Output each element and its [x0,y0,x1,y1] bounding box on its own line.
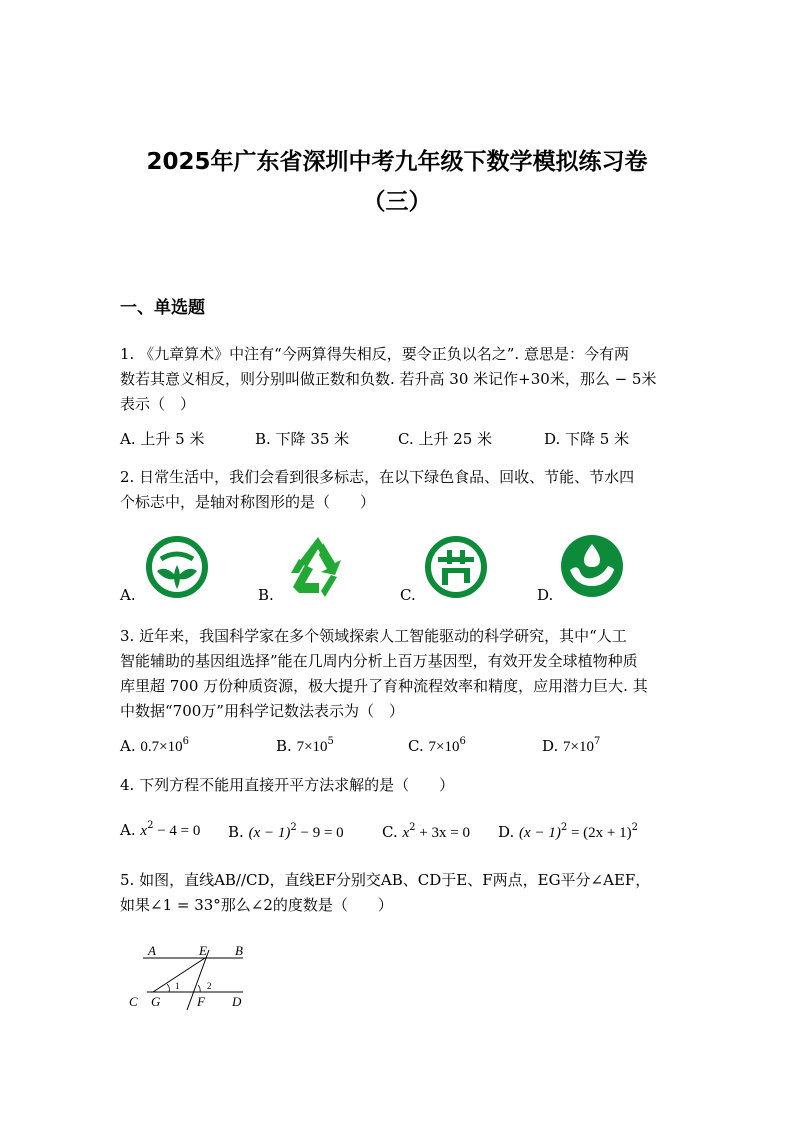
option-exponent: 5 [327,736,334,747]
question-2 [120,465,680,515]
question-1-line: 数若其意义相反，则分别叫做正数和负数. 若升高 30 米记作+30米，那么 − 5米 [120,370,657,388]
recycle-logo-icon [285,533,351,599]
question-4-line: 4. 下列方程不能用直接开平方法求解的是（ ） [120,776,455,794]
option-label: B. [228,823,244,841]
point-label-f: F [197,994,205,1009]
green-food-logo-icon [145,535,209,599]
q4-option-d[interactable] [498,822,638,842]
option-label: B. [276,737,292,755]
point-label-d: D [232,994,242,1009]
option-base: 7×10 [296,739,328,755]
q4-option-b[interactable] [228,822,344,842]
q1-option-d[interactable]: D. 下降 5 米 [544,430,630,448]
option-exponent: 2 [147,820,154,831]
option-base: 7×10 [563,739,595,755]
option-exponent: 2 [409,822,416,833]
question-4 [120,773,680,798]
energy-saving-logo-icon [424,535,488,599]
option-rest: + 3x = 0 [415,825,470,841]
question-5-line: 如果∠1 = 33°那么∠2的度数是（ ） [120,896,393,914]
question-3-line: 智能辅助的基因组选择”能在几周内分析上百万基因型，有效开发全球植物种质 [120,652,638,670]
option-label: D. [542,737,559,755]
point-label-a: A [148,943,156,958]
section-heading: 一、单选题 [120,298,205,318]
page-title: 2025年广东省深圳中考九年级下数学模拟练习卷 [146,149,648,175]
q2-option-b[interactable]: B. [258,586,274,604]
q2-option-a[interactable]: A. [120,586,136,604]
option-term: x [402,825,410,841]
option-label: C. [408,737,424,755]
option-label: A. [120,821,136,839]
question-2-line: 2. 日常生活中，我们会看到很多标志，在以下绿色食品、回收、节能、节水四 [120,468,635,486]
option-label: D. [498,823,515,841]
angle-label-2: 2 [207,981,212,991]
option-term: x [140,823,148,839]
q1-option-c[interactable]: C. 上升 25 米 [398,430,493,448]
q2-option-d[interactable]: D. [537,586,554,604]
q1-option-b[interactable]: B. 下降 35 米 [255,430,350,448]
question-3 [120,624,680,724]
option-label: C. [382,823,398,841]
option-exponent: 6 [459,736,466,747]
question-1 [120,342,680,417]
option-exponent: 7 [594,736,601,747]
q4-option-a[interactable] [120,820,200,840]
option-label: A. [120,737,136,755]
q3-option-b[interactable] [276,736,334,756]
question-5-line: 5. 如图，直线AB//CD，直线EF分别交AB、CD于E、F两点，EG平分∠AEF， [120,871,651,889]
angle-label-1: 1 [175,981,180,991]
q4-option-c[interactable] [382,822,470,842]
geometry-figure [125,938,255,1013]
q3-option-d[interactable] [542,736,600,756]
option-rest: = (2x + 1) [567,825,632,841]
option-rest: − 4 = 0 [153,823,201,839]
q1-option-a[interactable]: A. 上升 5 米 [120,430,205,448]
q2-option-c[interactable]: C. [400,586,416,604]
q3-option-c[interactable] [408,736,466,756]
point-label-g: G [151,994,161,1009]
point-label-c: C [129,994,138,1009]
option-term: (x − 1) [248,825,291,841]
question-3-line: 中数据“700万”用科学记数法表示为（ ） [120,702,404,720]
point-label-e: E [199,943,207,958]
option-base: 0.7×10 [140,739,183,755]
option-base: 7×10 [428,739,460,755]
question-1-line: 1. 《九章算术》中注有“今两算得失相反，要令正负以名之”. 意思是：今有两 [120,345,629,363]
water-saving-logo-icon [560,534,624,598]
question-2-line: 个标志中，是轴对称图形的是（ ） [120,493,376,511]
question-3-line: 3. 近年来，我国科学家在多个领域探索人工智能驱动的科学研究，其中“人工 [120,627,627,645]
option-exponent: 2 [631,822,638,833]
option-exponent: 2 [290,822,297,833]
question-1-line: 表示（ ） [120,395,196,413]
option-rest: − 9 = 0 [296,825,344,841]
q3-option-a[interactable] [120,736,189,756]
question-5 [120,868,680,918]
point-label-b: B [235,943,243,958]
option-term: (x − 1) [519,825,561,841]
option-exponent: 2 [560,822,568,833]
option-exponent: 6 [182,736,189,747]
page-subtitle: （三） [362,189,432,215]
question-3-line: 库里超 700 万份种质资源，极大提升了育种流程效率和精度，应用潜力巨大. 其 [120,677,648,695]
